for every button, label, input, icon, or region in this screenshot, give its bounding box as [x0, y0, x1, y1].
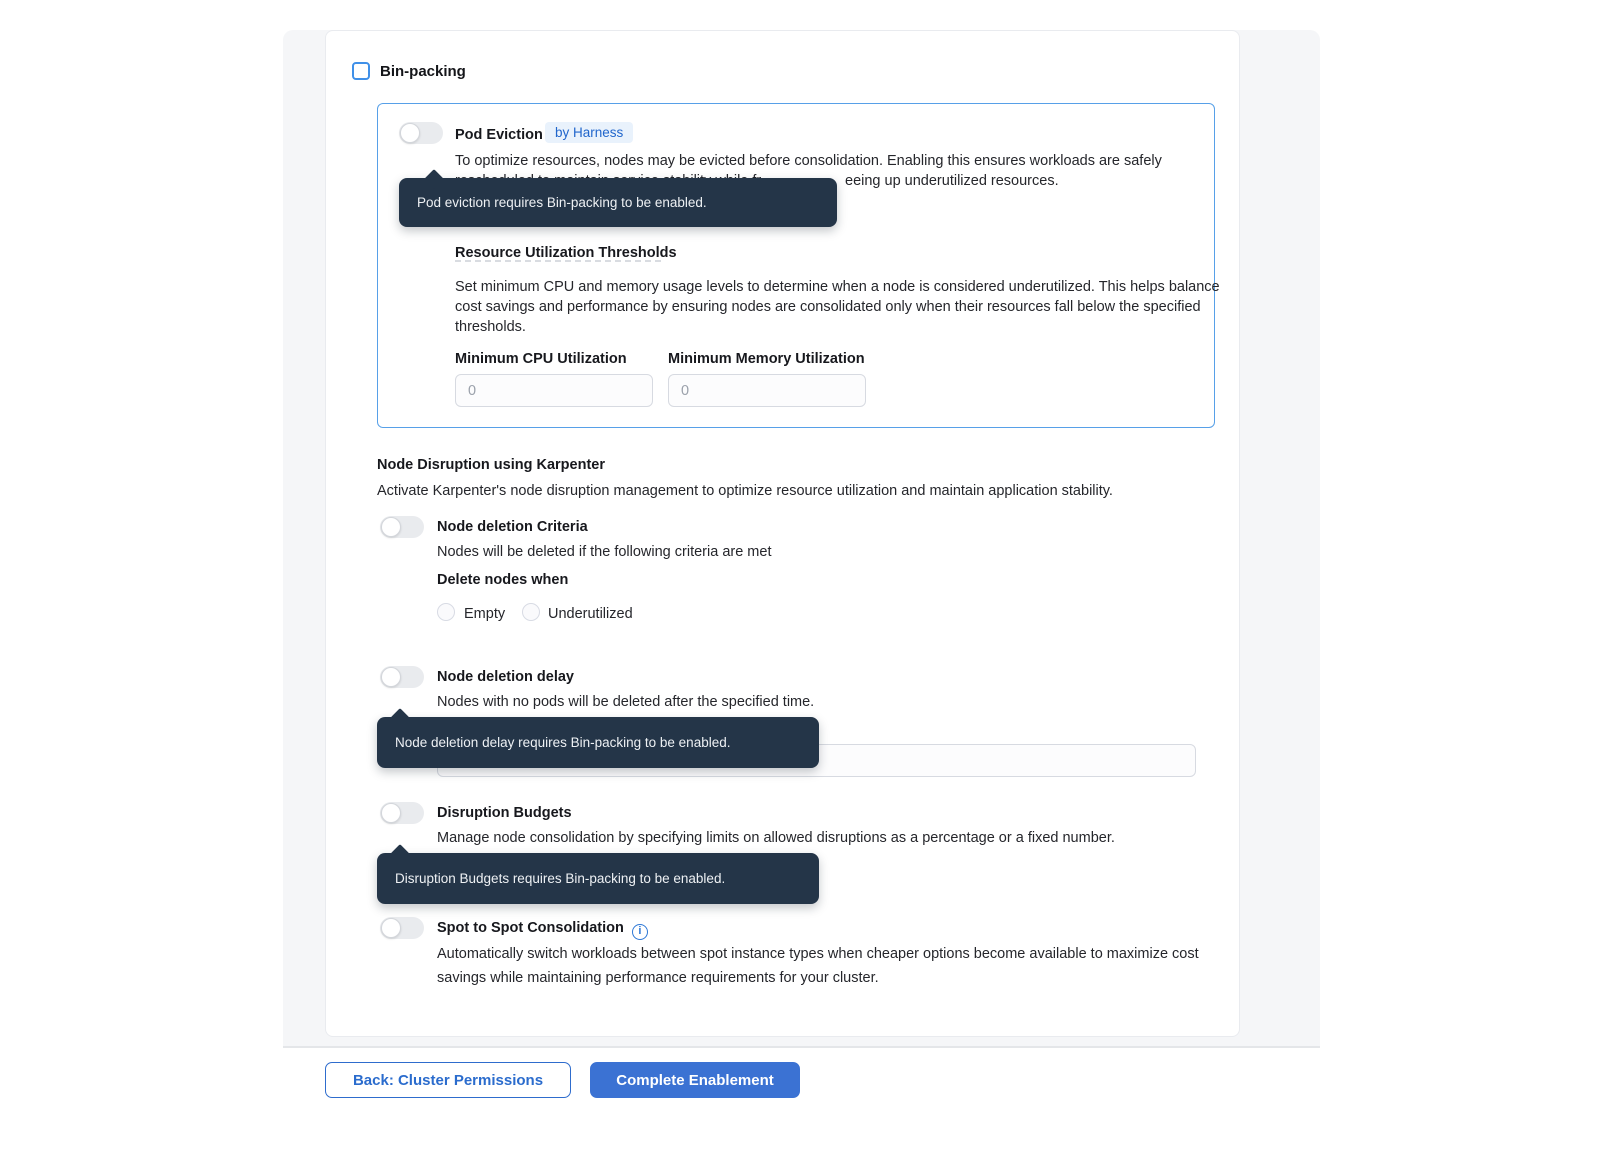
pod-eviction-tooltip — [399, 178, 837, 227]
disruption-budgets-tooltip — [377, 853, 819, 904]
node-disruption-title: Node Disruption using Karpenter — [377, 457, 605, 473]
resource-thresholds-title: Resource Utilization Thresholds — [455, 245, 677, 261]
tooltip-text: Node deletion delay requires Bin-packing to be enabled. — [395, 735, 731, 750]
ghost-dashed-underline — [455, 254, 661, 262]
node-deletion-criteria-toggle[interactable] — [380, 516, 424, 538]
radio-empty[interactable] — [437, 603, 455, 621]
toggle-knob — [381, 803, 401, 823]
node-deletion-delay-description: Nodes with no pods will be deleted after the specified time. — [437, 694, 815, 710]
toggle-knob — [400, 123, 420, 143]
min-memory-label: Minimum Memory Utilization — [668, 351, 865, 367]
node-deletion-criteria-description: Nodes will be deleted if the following criteria are met — [437, 544, 772, 560]
spot-consolidation-title: Spot to Spot Consolidation — [437, 920, 624, 936]
tooltip-text: Pod eviction requires Bin-packing to be enabled. — [417, 195, 707, 210]
radio-underutilized-label: Underutilized — [548, 606, 633, 622]
radio-empty-label: Empty — [464, 606, 506, 622]
toggle-knob — [381, 517, 401, 537]
footer-divider — [283, 1046, 1320, 1048]
disruption-budgets-description: Manage node consolidation by specifying limits on allowed disruptions as a percentage or a fixed number. — [437, 830, 1115, 846]
resource-thresholds-desc-line1: Set minimum CPU and memory usage levels to determine when a node is considered underutilized. This helps balance — [455, 279, 1220, 295]
min-cpu-input[interactable] — [455, 374, 653, 407]
tooltip-text: Disruption Budgets requires Bin-packing to be enabled. — [395, 871, 726, 886]
spot-consolidation-title-row — [437, 919, 648, 940]
resource-thresholds-desc-line2: cost savings and performance by ensuring nodes are consolidated only when their resources fall below the specified — [455, 299, 1201, 315]
min-memory-input[interactable] — [668, 374, 866, 407]
bin-packing-checkbox[interactable] — [352, 62, 370, 80]
node-deletion-criteria-title: Node deletion Criteria — [437, 519, 588, 535]
radio-underutilized[interactable] — [522, 603, 540, 621]
spot-consolidation-desc-line1: Automatically switch workloads between spot instance types when cheaper options become available to maximize cost — [437, 946, 1199, 962]
pod-eviction-toggle[interactable] — [399, 122, 443, 144]
pod-eviction-title: Pod Eviction — [455, 127, 543, 143]
disruption-budgets-title: Disruption Budgets — [437, 805, 572, 821]
node-deletion-delay-toggle[interactable] — [380, 666, 424, 688]
complete-enablement-button[interactable]: Complete Enablement — [590, 1062, 800, 1098]
toggle-knob — [381, 667, 401, 687]
node-deletion-delay-title: Node deletion delay — [437, 669, 574, 685]
info-icon[interactable]: i — [632, 924, 648, 940]
node-deletion-delay-tooltip — [377, 717, 819, 768]
by-harness-badge: by Harness — [545, 122, 633, 143]
node-disruption-description: Activate Karpenter's node disruption management to optimize resource utilization and maintain application stability. — [377, 483, 1113, 499]
disruption-budgets-toggle[interactable] — [380, 802, 424, 824]
spot-consolidation-toggle[interactable] — [380, 917, 424, 939]
description-visible-part: eeing up underutilized resources. — [845, 173, 1059, 189]
pod-eviction-description-line1: To optimize resources, nodes may be evicted before consolidation. Enabling this ensures workloads are safely — [455, 153, 1162, 169]
bin-packing-label: Bin-packing — [380, 63, 466, 80]
min-cpu-label: Minimum CPU Utilization — [455, 351, 627, 367]
back-cluster-permissions-button[interactable]: Back: Cluster Permissions — [325, 1062, 571, 1098]
delete-nodes-when-label: Delete nodes when — [437, 572, 569, 588]
resource-thresholds-desc-line3: thresholds. — [455, 319, 526, 335]
spot-consolidation-desc-line2: savings while maintaining performance requirements for your cluster. — [437, 970, 879, 986]
toggle-knob — [381, 918, 401, 938]
